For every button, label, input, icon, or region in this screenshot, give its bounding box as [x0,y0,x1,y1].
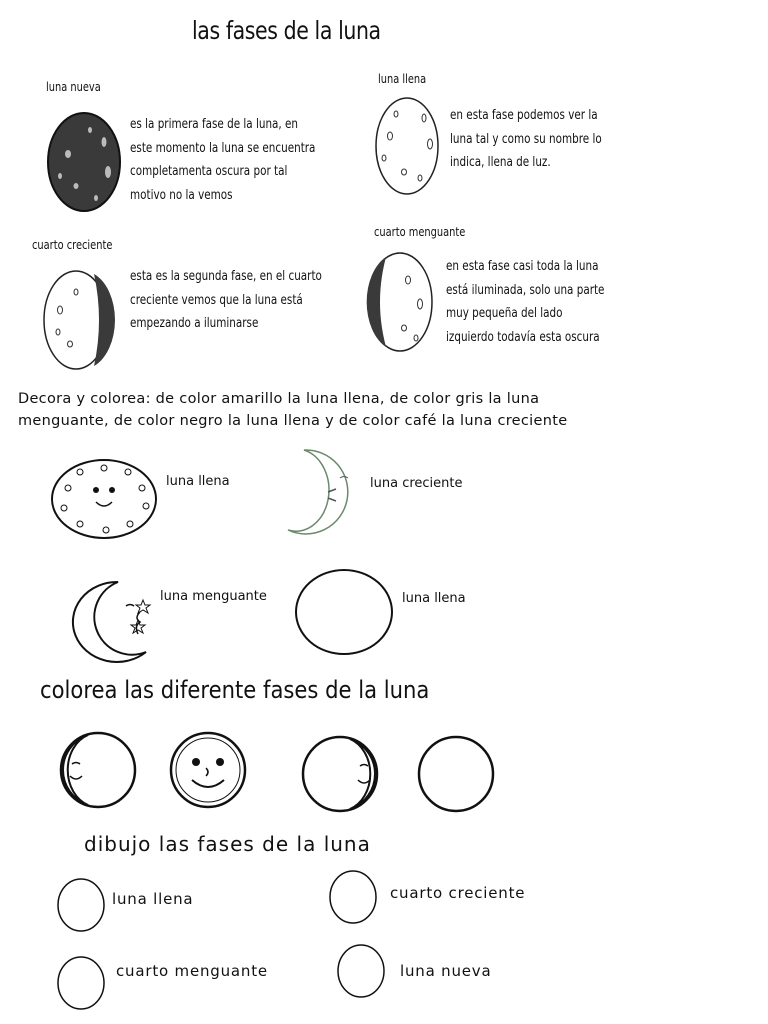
text-line: en esta fase casi toda la luna [446,259,599,274]
text-line: muy pequeña del lado [446,306,563,321]
caption-luna-creciente: luna creciente [370,476,463,491]
text-line: completamenta oscura por tal [130,164,288,179]
text-line: luna tal y como su nombre lo [450,131,602,147]
text-line: creciente vemos que la luna está [130,292,303,308]
label-cuarto-creciente: cuarto creciente [32,238,113,252]
label-luna-nueva: luna nueva [46,80,101,94]
text-line: este momento la luna se encuentra [130,140,316,156]
label-dibujo-luna-nueva: luna nueva [400,962,492,980]
caption-luna-llena-1: luna llena [166,474,230,489]
section-title-colorea: colorea las diferente fases de la luna [40,676,430,704]
text-line: en esta fase podemos ver la [450,108,598,123]
label-dibujo-cuarto-creciente: cuarto creciente [390,884,526,902]
drawing-circle[interactable] [336,944,388,1000]
label-dibujo-cuarto-menguante: cuarto menguante [116,962,268,980]
desc-cuarto-menguante [446,255,604,349]
desc-luna-nueva [130,113,315,207]
caption-luna-llena-2: luna llena [402,591,466,606]
section-title-dibujo: dibujo las fases de la luna [84,832,371,856]
text-line: empezando a iluminarse [130,316,259,331]
waning-moon-face-icon [48,578,156,662]
label-cuarto-menguante: cuarto menguante [374,225,466,239]
new-moon-icon [46,112,126,216]
label-dibujo-luna-llena: luna llena [112,890,194,908]
label-luna-llena: luna llena [378,72,427,86]
instruction-line: Decora y colorea: de color amarillo la luna llena, de color gris la luna [18,391,540,407]
crescent-moon-face-icon [284,448,364,534]
empty-moon-outline-icon [416,734,496,814]
text-line: es la primera fase de la luna, en [130,117,299,132]
full-moon-face-icon [50,458,160,540]
text-line: esta es la segunda fase, en el cuarto [130,269,322,284]
drawing-circle[interactable] [56,956,108,1012]
waning-moon-face-icon [300,734,380,814]
text-line: indica, llena de luz. [450,155,551,170]
page-title: las fases de la luna [192,16,381,45]
waxing-moon-icon [42,270,114,374]
text-line: motivo no la vemos [130,187,233,203]
desc-cuarto-creciente [130,265,322,336]
instruction-line: menguante, de color negro la luna llena y de color café la luna creciente [18,413,568,429]
desc-luna-llena [450,104,602,175]
waning-moon-icon [364,252,436,356]
text-line: izquierdo todavía esta oscura [446,329,600,345]
full-moon-smile-icon [168,730,248,810]
crescent-moon-face-icon [58,730,138,810]
full-moon-icon [374,96,444,196]
caption-luna-menguante: luna menguante [160,589,267,604]
drawing-circle[interactable] [56,878,108,934]
drawing-circle[interactable] [328,870,380,926]
instruction-text [18,388,567,432]
text-line: está iluminada, solo una parte [446,282,605,298]
empty-moon-outline-icon [294,568,394,658]
